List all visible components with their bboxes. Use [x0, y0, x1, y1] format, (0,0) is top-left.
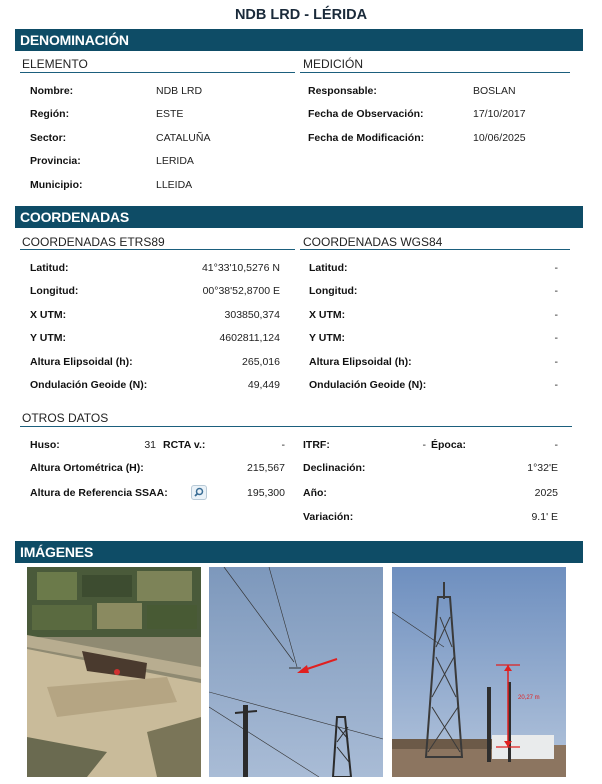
field-value-longitud-wgs84: - — [554, 285, 558, 297]
field-label-municipio: Municipio: — [30, 179, 83, 191]
section-header-denominacion: DENOMINACIÓN — [15, 29, 583, 51]
divider — [300, 249, 570, 250]
field-label-provincia: Provincia: — [30, 155, 81, 167]
subheader-otros-datos: OTROS DATOS — [22, 411, 109, 425]
field-value-huso: 31 — [144, 439, 156, 451]
field-value-altura-elipsoidal-wgs84: - — [554, 356, 558, 368]
field-label-epoca: Época: — [431, 439, 467, 451]
field-label-ano: Año: — [303, 487, 327, 499]
field-label-altura-referencia: Altura de Referencia SSAA: — [30, 487, 168, 499]
field-value-latitud-wgs84: - — [554, 262, 558, 274]
field-label-nombre: Nombre: — [30, 85, 74, 97]
field-value-sector: CATALUÑA — [156, 132, 211, 144]
field-label-region: Región: — [30, 108, 70, 120]
antenna-wires-photo[interactable] — [209, 567, 383, 777]
field-label-fecha-modificacion: Fecha de Modificación: — [308, 132, 425, 144]
field-value-altura-referencia: 195,300 — [247, 487, 285, 499]
aerial-photo-graphic — [27, 567, 201, 777]
field-value-municipio: LLEIDA — [156, 179, 193, 191]
field-label-latitud-wgs84: Latitud: — [309, 262, 348, 274]
field-value-latitud: 41°33'10,5276 N — [201, 262, 280, 274]
subheader-wgs84: COORDENADAS WGS84 — [303, 235, 443, 249]
field-value-longitud: 00°38'52,8700 E — [202, 285, 280, 297]
field-value-y-utm: 4602811,124 — [219, 332, 280, 344]
field-value-fecha-observacion: 17/10/2017 — [473, 108, 526, 120]
field-label-y-utm-wgs84: Y UTM: — [309, 332, 345, 344]
field-label-longitud: Longitud: — [30, 285, 79, 297]
divider — [20, 72, 295, 73]
field-value-rcta: - — [281, 439, 285, 451]
field-value-ano: 2025 — [534, 487, 558, 499]
field-label-x-utm-wgs84: X UTM: — [309, 309, 346, 321]
antenna-wires-graphic — [209, 567, 383, 777]
divider — [300, 72, 570, 73]
field-value-variacion: 9.1' E — [531, 511, 558, 523]
field-value-provincia: LERIDA — [156, 155, 194, 167]
page-title: NDB LRD - LÉRIDA — [234, 7, 368, 23]
field-label-responsable: Responsable: — [308, 85, 377, 97]
field-label-sector: Sector: — [30, 132, 67, 144]
field-label-latitud: Latitud: — [30, 262, 69, 274]
field-label-fecha-observacion: Fecha de Observación: — [308, 108, 424, 120]
field-value-declinacion: 1°32'E — [527, 462, 558, 474]
field-label-itrf: ITRF: — [303, 439, 330, 451]
field-label-ondulacion-geoide-wgs84: Ondulación Geoide (N): — [309, 379, 427, 391]
field-value-x-utm: 303850,374 — [224, 309, 280, 321]
field-value-altura-elipsoidal: 265,016 — [242, 356, 280, 368]
field-label-altura-elipsoidal-wgs84: Altura Elipsoidal (h): — [309, 356, 412, 368]
field-value-fecha-modificacion: 10/06/2025 — [473, 132, 526, 144]
field-label-y-utm: Y UTM: — [30, 332, 66, 344]
aerial-photo[interactable] — [27, 567, 201, 777]
divider — [20, 249, 295, 250]
field-value-itrf: - — [422, 439, 426, 451]
subheader-etrs89: COORDENADAS ETRS89 — [22, 235, 165, 249]
field-value-responsable: BOSLAN — [473, 85, 516, 97]
subheader-elemento: ELEMENTO — [22, 57, 88, 71]
subheader-medicion: MEDICIÓN — [303, 57, 363, 71]
field-label-declinacion: Declinación: — [303, 462, 366, 474]
field-label-longitud-wgs84: Longitud: — [309, 285, 358, 297]
divider — [20, 426, 572, 427]
field-value-y-utm-wgs84: - — [554, 332, 558, 344]
height-annotation: 20,27 m — [518, 695, 540, 701]
field-value-epoca: - — [554, 439, 558, 451]
field-value-ondulacion-geoide: 49,449 — [247, 379, 280, 391]
field-value-altura-ortometrica: 215,567 — [247, 462, 285, 474]
field-label-huso: Huso: — [30, 439, 60, 451]
field-label-x-utm: X UTM: — [30, 309, 67, 321]
field-label-variacion: Variación: — [303, 511, 354, 523]
field-label-altura-ortometrica: Altura Ortométrica (H): — [30, 462, 144, 474]
tower-photo[interactable] — [392, 567, 566, 777]
field-value-x-utm-wgs84: - — [554, 309, 558, 321]
field-value-ondulacion-geoide-wgs84: - — [554, 379, 558, 391]
field-label-rcta: RCTA v.: — [163, 439, 206, 451]
field-value-region: ESTE — [156, 108, 184, 120]
section-header-coordenadas: COORDENADAS — [15, 206, 583, 228]
field-label-ondulacion-geoide: Ondulación Geoide (N): — [30, 379, 148, 391]
field-label-altura-elipsoidal: Altura Elipsoidal (h): — [30, 356, 133, 368]
tower-graphic — [392, 567, 566, 777]
section-header-imagenes: IMÁGENES — [15, 541, 583, 563]
field-value-nombre: NDB LRD — [156, 85, 203, 97]
